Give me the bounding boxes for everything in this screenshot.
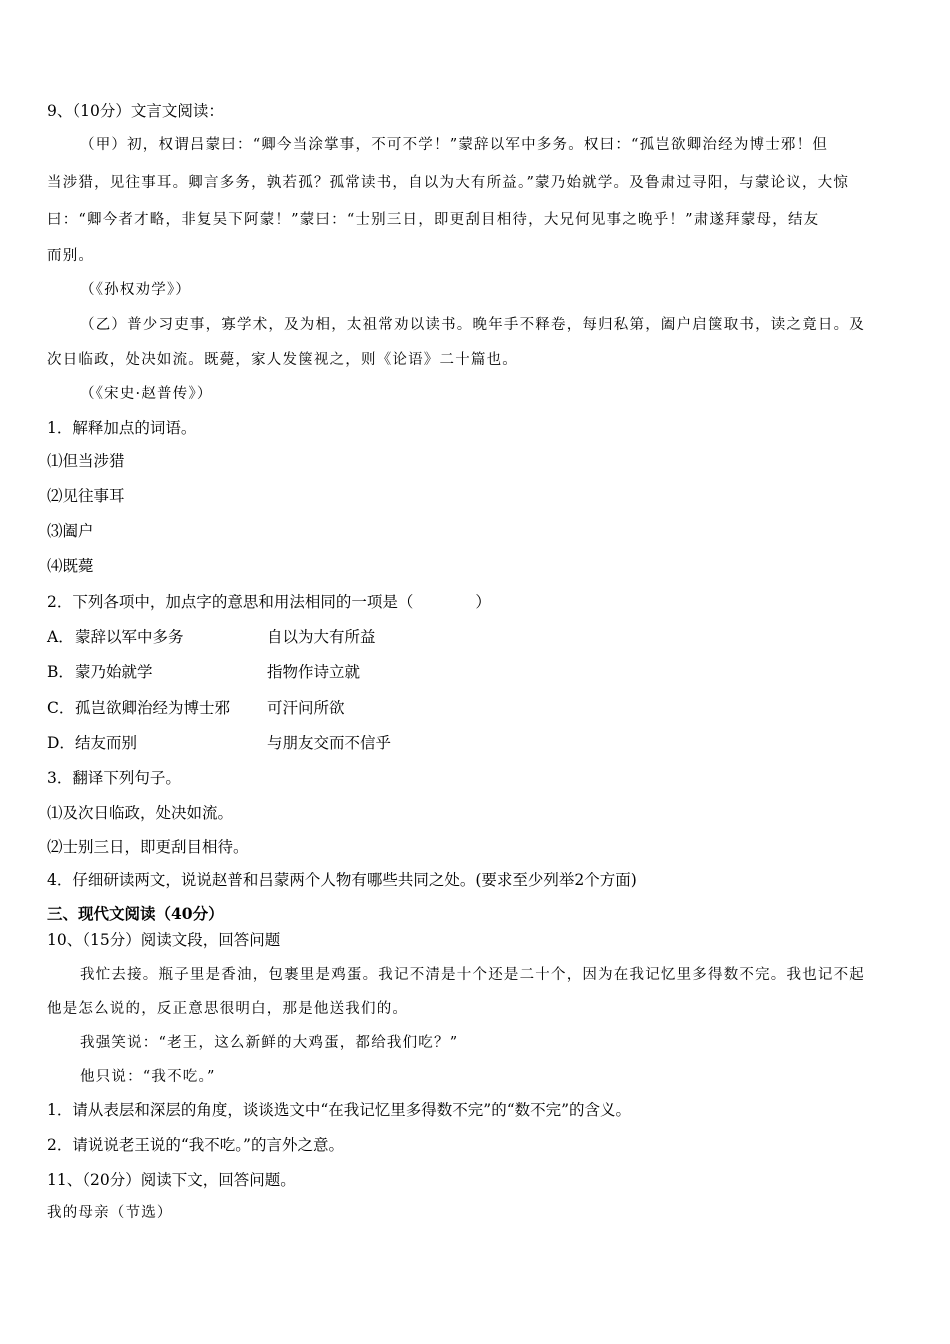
option-left: 蒙乃始就学 [75, 663, 153, 681]
option-left: 结友而别 [75, 734, 138, 752]
question-9-title: 9、（10分）文言文阅读： [47, 102, 224, 120]
sub-question-3-item: ⑴及次日临政，处决如流。 [47, 804, 234, 822]
sub-question-1: 1．请从表层和深层的角度，谈谈选文中“在我记忆里多得数不完”的“数不完”的含义。 [47, 1101, 632, 1119]
passage-jia-line: 而别。 [47, 248, 95, 264]
passage-line: 我忙去接。瓶子里是香油，包裹里是鸡蛋。我记不清是十个还是二十个，因为在我记忆里多得数不完。我也记不起 [80, 967, 865, 983]
option-key: A． [47, 628, 74, 646]
sub-question-4: 4．仔细研读两文，说说赵普和吕蒙两个人物有哪些共同之处。(要求至少列举2个方面) [47, 871, 637, 889]
passage-line: 他是怎么说的，反正意思很明白，那是他送我们的。 [47, 1001, 409, 1017]
sub-question-2: 2．下列各项中，加点字的意思和用法相同的一项是（ ） [47, 593, 491, 611]
section-heading: 三、现代文阅读（40分） [47, 904, 224, 923]
question-10-title: 10、（15分）阅读文段，回答问题 [47, 931, 281, 949]
sub-question-3: 3．翻译下列句子。 [47, 769, 181, 787]
question-11-title: 11、（20分）阅读下文，回答问题。 [47, 1171, 296, 1189]
option-right: 自以为大有所益 [267, 628, 376, 646]
dialogue-line: 他只说：“我不吃。” [80, 1069, 216, 1085]
option-b [47, 662, 360, 682]
sub-question-1-item: ⑵见往事耳 [47, 487, 125, 505]
option-left: 蒙辞以军中多务 [75, 628, 184, 646]
passage-jia-line: 当涉猎，见往事耳。卿言多务，孰若孤？孤常读书，自以为大有所益。”蒙乃始就学。及鲁肃过寻阳，与蒙论议，大惊 [47, 175, 850, 191]
sub-question-2: 2．请说说老王说的“我不吃。”的言外之意。 [47, 1136, 344, 1154]
passage-jia-source: （《孙权劝学》） [80, 282, 192, 298]
sub-question-1: 1．解释加点的词语。 [47, 419, 197, 437]
option-c [47, 698, 345, 718]
option-a [47, 627, 376, 647]
option-key: C． [47, 699, 75, 717]
passage-jia-line: （甲）初，权谓吕蒙曰：“卿今当涂掌事，不可不学！”蒙辞以军中多务。权曰：“孤岂欲卿治经为博士邪！但 [80, 137, 829, 153]
dialogue-line: 我强笑说：“老王，这么新鲜的大鸡蛋，都给我们吃？” [80, 1035, 459, 1051]
passage-yi-line: 次日临政，处决如流。既薨，家人发箧视之，则《论语》二十篇也。 [47, 352, 518, 368]
option-right: 与朋友交而不信乎 [267, 734, 392, 752]
passage-title: 我的母亲（节选） [47, 1205, 173, 1221]
passage-yi-source: （《宋史·赵普传》） [80, 386, 213, 402]
sub-question-3-item: ⑵士别三日，即更刮目相待。 [47, 838, 249, 856]
passage-jia-line: 曰：“卿今者才略，非复吴下阿蒙！”蒙曰：“士别三日，即更刮目相待，大兄何见事之晚乎！”肃遂拜蒙母，结友 [47, 212, 820, 228]
sub-question-1-item: ⑷既薨 [47, 557, 94, 575]
option-right: 可汗问所欲 [267, 699, 345, 717]
passage-yi-line: （乙）普少习吏事，寡学术，及为相，太祖常劝以读书。晚年手不释卷，每归私第，阖户启箧取书，读之竟日。及 [80, 317, 865, 333]
option-key: D． [47, 734, 75, 752]
sub-question-1-item: ⑶阖户 [47, 522, 94, 540]
option-right: 指物作诗立就 [267, 663, 361, 681]
option-key: B． [47, 663, 74, 681]
option-d [47, 733, 391, 753]
sub-question-1-item: ⑴但当涉猎 [47, 452, 125, 470]
option-left: 孤岂欲卿治经为博士邪 [75, 699, 231, 717]
